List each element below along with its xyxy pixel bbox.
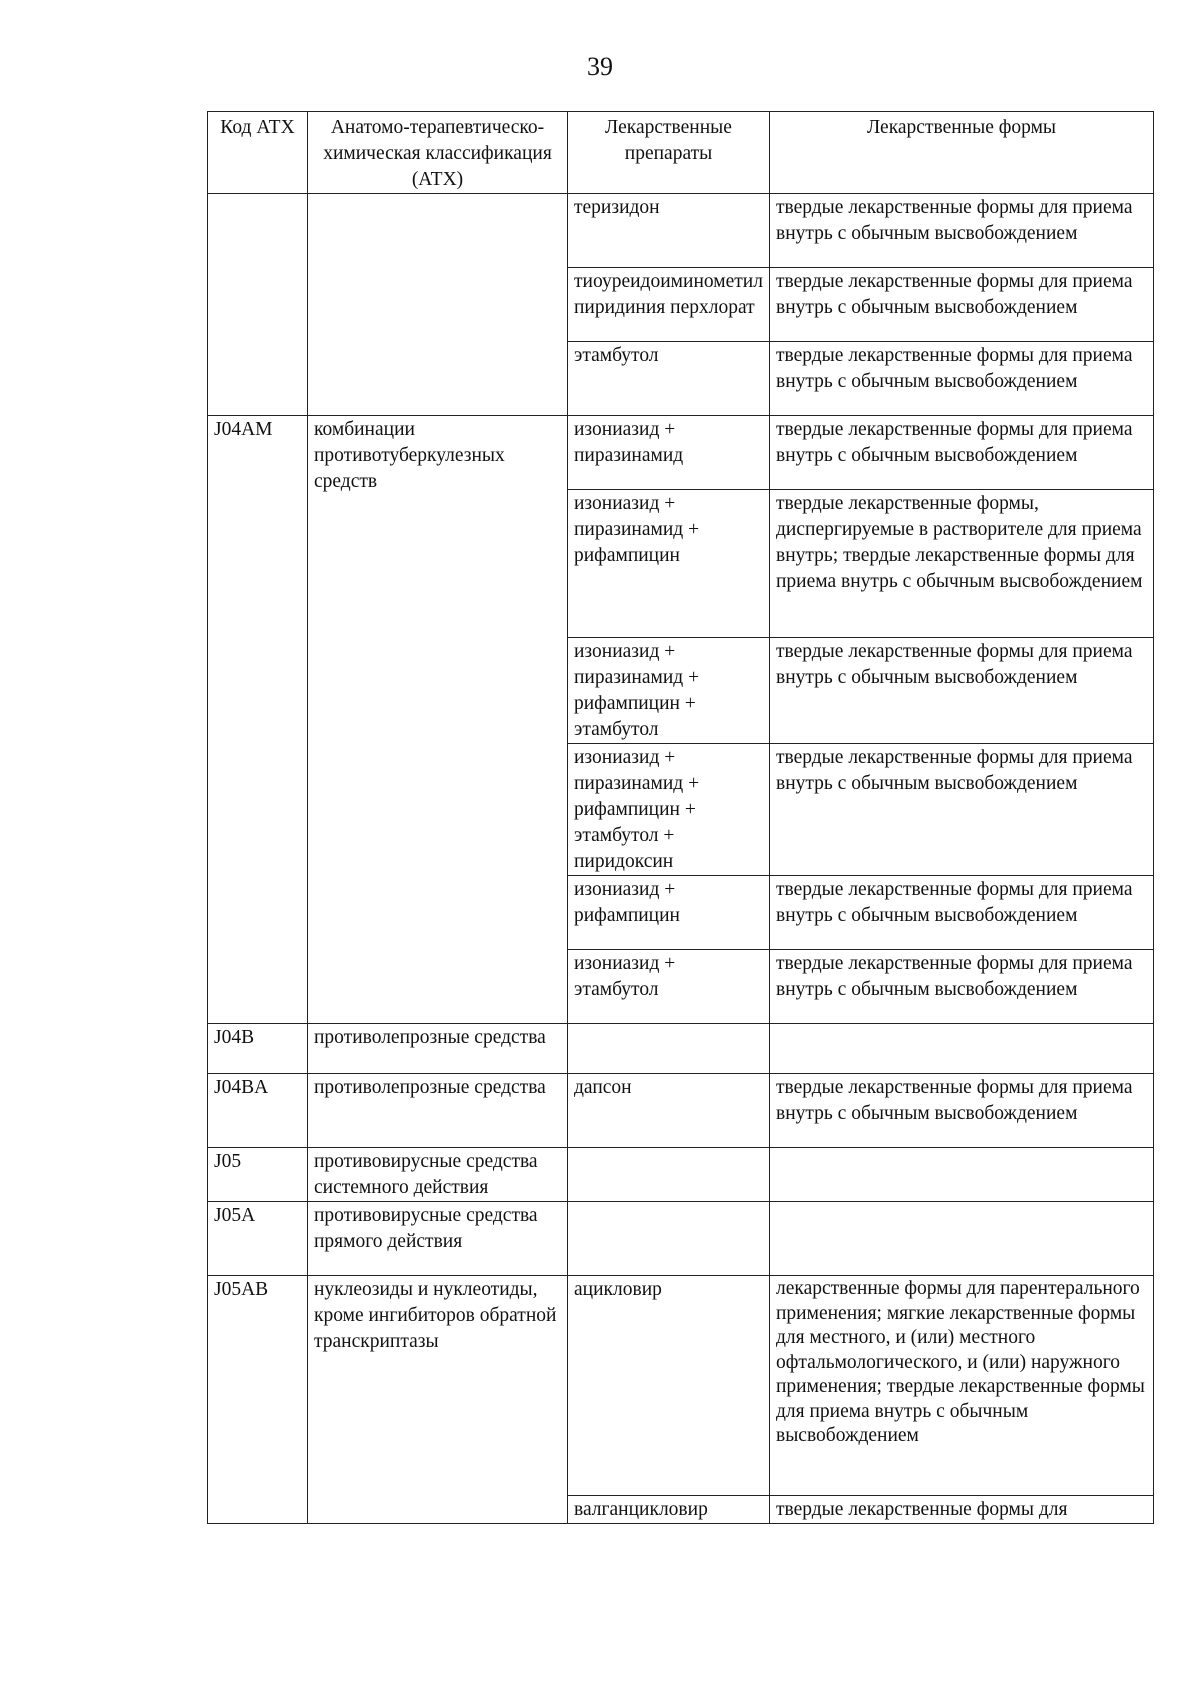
classification-cell: противовирусные средства прямого действия bbox=[308, 1202, 568, 1276]
header-forms: Лекарственные формы bbox=[770, 112, 1154, 194]
table-row bbox=[208, 1074, 1154, 1148]
drug-cell bbox=[568, 1024, 770, 1074]
table-row bbox=[208, 1148, 1154, 1202]
code-cell: J05AB bbox=[208, 1276, 308, 1524]
header-classification: Анатомо-терапевтическо-химическая классификация (АТХ) bbox=[308, 112, 568, 194]
forms-cell bbox=[770, 1202, 1154, 1276]
classification-cell: противолепрозные средства bbox=[308, 1024, 568, 1074]
page-number: 39 bbox=[587, 52, 613, 81]
classification-cell: комбинации противотуберкулезных средств bbox=[308, 416, 568, 1024]
drug-cell: изониазид + пиразинамид bbox=[568, 416, 770, 490]
forms-cell: твердые лекарственные формы для приема внутрь с обычным высвобождением bbox=[770, 342, 1154, 416]
table-header-row bbox=[208, 112, 1154, 194]
forms-cell: твердые лекарственные формы для приема внутрь с обычным высвобождением bbox=[770, 950, 1154, 1024]
atx-table bbox=[207, 111, 1154, 1524]
table-row bbox=[208, 1024, 1154, 1074]
drug-cell: тиоуреидоиминометилпиридиния перхлорат bbox=[568, 268, 770, 342]
drug-cell: изониазид + пиразинамид + рифампицин + этамбутол + пиридоксин bbox=[568, 744, 770, 876]
code-cell: J04BA bbox=[208, 1074, 308, 1148]
code-cell bbox=[208, 194, 308, 416]
forms-cell: твердые лекарственные формы для приема внутрь с обычным высвобождением bbox=[770, 744, 1154, 876]
forms-cell: твердые лекарственные формы для bbox=[770, 1496, 1154, 1524]
forms-cell: твердые лекарственные формы для приема внутрь с обычным высвобождением bbox=[770, 268, 1154, 342]
drug-cell: валганцикловир bbox=[568, 1496, 770, 1524]
drug-cell: ацикловир bbox=[568, 1276, 770, 1496]
table-row bbox=[208, 1276, 1154, 1496]
forms-cell: лекарственные формы для парентерального применения; мягкие лекарственные формы для местного, и (или) местного офтальмологического, и (или) наружного применения; твердые лекарственные формы для приема внутрь с обычным высвобождением bbox=[770, 1276, 1154, 1496]
code-cell: J04AM bbox=[208, 416, 308, 1024]
header-drugs: Лекарственные препараты bbox=[568, 112, 770, 194]
drug-cell: изониазид + этамбутол bbox=[568, 950, 770, 1024]
forms-cell: твердые лекарственные формы для приема внутрь с обычным высвобождением bbox=[770, 638, 1154, 744]
drug-cell: изониазид + пиразинамид + рифампицин + этамбутол bbox=[568, 638, 770, 744]
code-cell: J05A bbox=[208, 1202, 308, 1276]
header-code: Код АТХ bbox=[208, 112, 308, 194]
drug-cell: изониазид + рифампицин bbox=[568, 876, 770, 950]
table-row bbox=[208, 194, 1154, 268]
forms-cell: твердые лекарственные формы для приема внутрь с обычным высвобождением bbox=[770, 416, 1154, 490]
forms-cell bbox=[770, 1148, 1154, 1202]
classification-cell: противолепрозные средства bbox=[308, 1074, 568, 1148]
forms-cell: твердые лекарственные формы для приема внутрь с обычным высвобождением bbox=[770, 876, 1154, 950]
forms-cell: твердые лекарственные формы, диспергируемые в растворителе для приема внутрь; твердые лекарственные формы для приема внутрь с обычным высвобождением bbox=[770, 490, 1154, 638]
forms-cell bbox=[770, 1024, 1154, 1074]
drug-cell: этамбутол bbox=[568, 342, 770, 416]
drug-cell bbox=[568, 1148, 770, 1202]
forms-cell: твердые лекарственные формы для приема внутрь с обычным высвобождением bbox=[770, 194, 1154, 268]
classification-cell: противовирусные средства системного действия bbox=[308, 1148, 568, 1202]
code-cell: J04B bbox=[208, 1024, 308, 1074]
table-row bbox=[208, 416, 1154, 490]
table-row bbox=[208, 1202, 1154, 1276]
classification-cell bbox=[308, 194, 568, 416]
forms-cell: твердые лекарственные формы для приема внутрь с обычным высвобождением bbox=[770, 1074, 1154, 1148]
code-cell: J05 bbox=[208, 1148, 308, 1202]
drug-cell: дапсон bbox=[568, 1074, 770, 1148]
classification-cell: нуклеозиды и нуклеотиды, кроме ингибиторов обратной транскриптазы bbox=[308, 1276, 568, 1524]
drug-cell bbox=[568, 1202, 770, 1276]
drug-cell: теризидон bbox=[568, 194, 770, 268]
drug-cell: изониазид + пиразинамид + рифампицин bbox=[568, 490, 770, 638]
